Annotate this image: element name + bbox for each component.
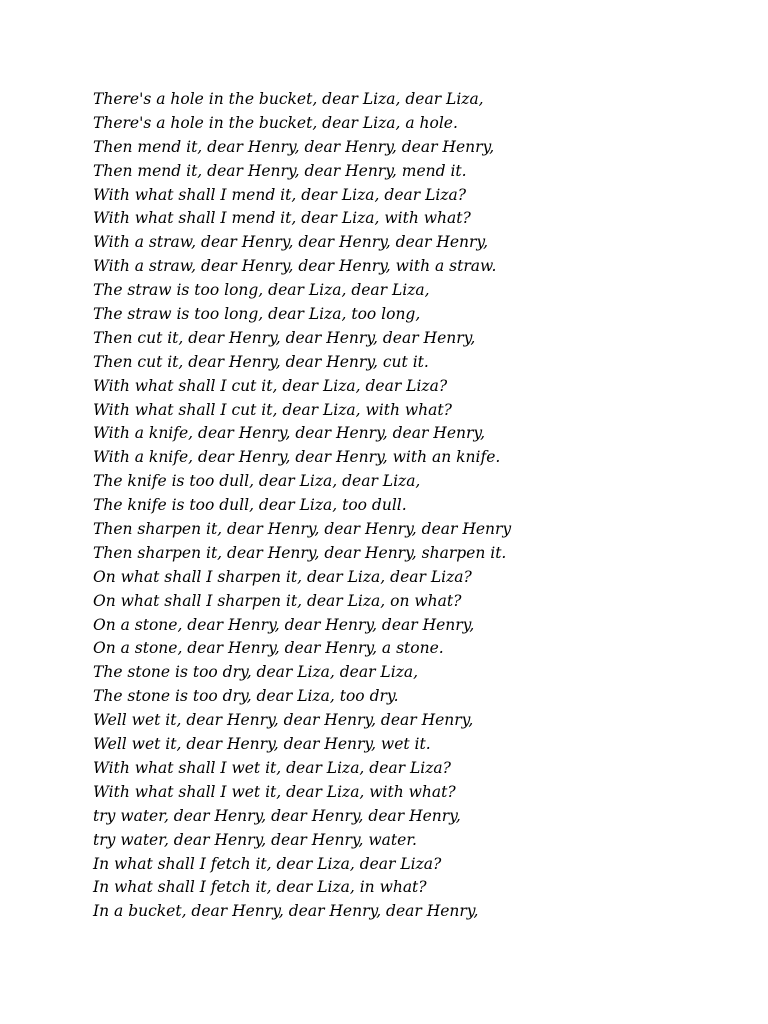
poem-line: Then cut it, dear Henry, dear Henry, dear Henry,	[93, 328, 476, 347]
poem-line: With what shall I cut it, dear Liza, with what?	[93, 400, 452, 419]
poem-line: The stone is too dry, dear Liza, dear Liza,	[93, 663, 419, 682]
poem-line: In what shall I fetch it, dear Liza, in what?	[93, 878, 427, 897]
poem-line: The stone is too dry, dear Liza, too dry.	[93, 687, 399, 706]
poem-line: The knife is too dull, dear Liza, too dull.	[93, 496, 407, 515]
poem-line: With a straw, dear Henry, dear Henry, with a straw.	[93, 257, 497, 276]
poem-text-block	[93, 88, 511, 924]
poem-line: try water, dear Henry, dear Henry, dear Henry,	[93, 806, 461, 825]
poem-line: The straw is too long, dear Liza, too long,	[93, 305, 421, 324]
poem-line: Then mend it, dear Henry, dear Henry, mend it.	[93, 161, 467, 180]
poem-line: The knife is too dull, dear Liza, dear Liza,	[93, 472, 421, 491]
poem-line: Then sharpen it, dear Henry, dear Henry, sharpen it.	[93, 543, 507, 562]
poem-line: With what shall I mend it, dear Liza, with what?	[93, 209, 471, 228]
poem-line: On what shall I sharpen it, dear Liza, on what?	[93, 591, 462, 610]
poem-line: try water, dear Henry, dear Henry, water.	[93, 830, 417, 849]
poem-line: There's a hole in the bucket, dear Liza, dear Liza,	[93, 90, 484, 108]
poem-line: On what shall I sharpen it, dear Liza, dear Liza?	[93, 567, 472, 586]
poem-line: With a straw, dear Henry, dear Henry, dear Henry,	[93, 233, 489, 252]
poem-line: In a bucket, dear Henry, dear Henry, dear Henry,	[93, 902, 479, 921]
poem-line: With a knife, dear Henry, dear Henry, with an knife.	[93, 448, 501, 467]
poem-line: Well wet it, dear Henry, dear Henry, wet it.	[93, 735, 431, 754]
poem-line: With what shall I wet it, dear Liza, with what?	[93, 782, 456, 801]
poem-line: Then mend it, dear Henry, dear Henry, dear Henry,	[93, 137, 495, 156]
poem-line: With a knife, dear Henry, dear Henry, dear Henry,	[93, 424, 486, 443]
poem-line: The straw is too long, dear Liza, dear Liza,	[93, 281, 430, 300]
poem-line: With what shall I mend it, dear Liza, dear Liza?	[93, 185, 467, 204]
poem-line: On a stone, dear Henry, dear Henry, dear Henry,	[93, 615, 475, 634]
poem-line: There's a hole in the bucket, dear Liza, a hole.	[93, 113, 458, 132]
poem-line: Then sharpen it, dear Henry, dear Henry, dear Henry	[93, 520, 512, 539]
poem-line: Then cut it, dear Henry, dear Henry, cut it.	[93, 352, 429, 371]
poem-line: Well wet it, dear Henry, dear Henry, dear Henry,	[93, 711, 474, 730]
poem-line: In what shall I fetch it, dear Liza, dear Liza?	[93, 854, 442, 873]
poem-line: With what shall I wet it, dear Liza, dear Liza?	[93, 758, 451, 777]
poem-line: On a stone, dear Henry, dear Henry, a stone.	[93, 639, 444, 658]
poem-line: With what shall I cut it, dear Liza, dear Liza?	[93, 376, 448, 395]
